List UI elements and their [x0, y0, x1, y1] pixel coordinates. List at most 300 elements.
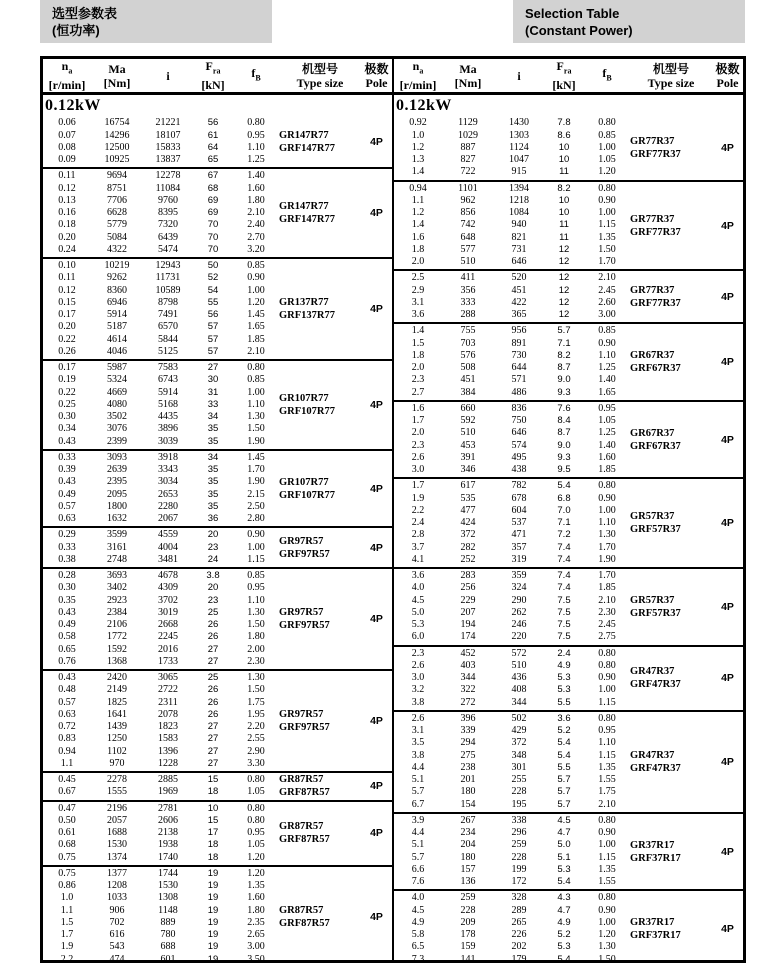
table-row: [394, 374, 630, 386]
cell-ma: 174: [460, 631, 476, 643]
cell-fb: 1.95: [247, 708, 265, 720]
cell-na: 2.6: [411, 659, 425, 671]
cell-i: 601: [160, 953, 176, 965]
cell-fb: 3.50: [247, 953, 265, 965]
cell-fb: 0.80: [247, 814, 265, 826]
cell-na: 3.7: [411, 541, 425, 553]
cell-i: 495: [511, 451, 527, 463]
cell-fb: 0.90: [598, 194, 616, 206]
cell-i: 7491: [158, 309, 178, 321]
cell-fb: 2.65: [247, 929, 265, 941]
cell-i: 574: [511, 439, 527, 451]
cell-fb: 0.80: [598, 659, 616, 671]
cell-ma: 288: [460, 309, 476, 321]
type-size-label: GR47R37 GRF47R37: [630, 749, 681, 774]
col-header-i: i: [517, 68, 521, 83]
cell-na: 2.7: [411, 386, 425, 398]
cell-i: 1733: [158, 655, 178, 667]
cell-ma: 209: [460, 916, 476, 928]
row-group: [43, 116, 392, 169]
cell-fb: 3.00: [247, 941, 265, 953]
table-row: [394, 309, 630, 321]
cell-fb: 0.80: [598, 892, 616, 904]
cell-ma: 12500: [104, 141, 130, 153]
table-row: [394, 452, 630, 464]
cell-i: 502: [511, 712, 527, 724]
cell-fra: 36: [207, 513, 219, 525]
cell-fra: 7.0: [557, 504, 571, 516]
cell-fra: 27: [207, 733, 219, 745]
cell-fb: 1.35: [247, 880, 265, 892]
cell-i: 344: [511, 696, 527, 708]
cell-na: 4.5: [411, 904, 425, 916]
cell-fra: 27: [207, 362, 219, 374]
cell-ma: 5987: [107, 362, 127, 374]
cell-i: 782: [511, 480, 527, 492]
cell-fra: 67: [207, 170, 219, 182]
cell-fb: 1.60: [247, 892, 265, 904]
cell-fra: 12: [558, 243, 570, 255]
table-row: [43, 142, 279, 154]
cell-na: 1.7: [411, 415, 425, 427]
cell-i: 644: [511, 362, 527, 374]
cell-i: 915: [511, 166, 527, 178]
type-size-label: GR47R37 GRF47R37: [630, 666, 681, 691]
cell-ma: 403: [460, 659, 476, 671]
cell-ma: 238: [460, 761, 476, 773]
row-group: [43, 569, 392, 671]
cell-ma: 827: [460, 154, 476, 166]
cell-ma: 755: [460, 325, 476, 337]
row-group: [43, 361, 392, 451]
cell-i: 429: [511, 725, 527, 737]
cell-ma: 508: [460, 362, 476, 374]
cell-ma: 477: [460, 504, 476, 516]
table-row: [43, 868, 279, 880]
cell-fb: 2.10: [598, 798, 616, 810]
type-size-label: GR37R17 GRF37R17: [630, 917, 681, 942]
group-rows: [394, 712, 630, 812]
table-row: [394, 325, 630, 337]
cell-fb: 1.05: [247, 839, 265, 851]
table-row: [43, 570, 279, 582]
type-size-label: GR57R37 GRF57R37: [630, 511, 681, 536]
cell-fb: 1.40: [598, 439, 616, 451]
cell-i: 12278: [155, 170, 181, 182]
cell-na: 0.83: [58, 733, 76, 745]
cell-i: 4435: [158, 411, 178, 423]
cell-i: 338: [511, 814, 527, 826]
group-rows: [394, 324, 630, 400]
table-row: [394, 272, 630, 284]
cell-i: 1938: [158, 839, 178, 851]
table-row: [394, 799, 630, 811]
table-row: [394, 244, 630, 256]
cell-i: 422: [511, 296, 527, 308]
cell-na: 3.9: [411, 814, 425, 826]
column-header-row: [43, 59, 392, 95]
cell-ma: 234: [460, 827, 476, 839]
cell-na: 0.16: [58, 207, 76, 219]
cell-i: 471: [511, 529, 527, 541]
cell-fra: 50: [207, 260, 219, 272]
cell-fra: 26: [207, 631, 219, 643]
cell-i: 289: [511, 904, 527, 916]
cell-fra: 19: [207, 953, 219, 965]
cell-fra: 4.9: [557, 916, 571, 928]
group-rows: [43, 361, 279, 449]
selection-table: [40, 56, 746, 963]
table-row: [43, 852, 279, 864]
cell-fb: 2.55: [247, 733, 265, 745]
cell-na: 2.4: [411, 517, 425, 529]
cell-fb: 1.80: [247, 904, 265, 916]
cell-i: 2280: [158, 500, 178, 512]
cell-na: 0.38: [58, 553, 76, 565]
cell-i: 571: [511, 374, 527, 386]
table-row: [43, 362, 279, 374]
group-rows: [394, 402, 630, 478]
cell-na: 3.6: [411, 309, 425, 321]
cell-fra: 3.6: [557, 712, 571, 724]
table-row: [43, 411, 279, 423]
table-row: [394, 774, 630, 786]
cell-fra: 5.4: [557, 953, 571, 965]
cell-fra: 8.7: [557, 362, 571, 374]
cell-fb: 0.95: [247, 827, 265, 839]
cell-na: 0.22: [58, 333, 76, 345]
type-size-label: GR77R37 GRF77R37: [630, 284, 681, 309]
cell-fra: 5.7: [557, 798, 571, 810]
cell-fb: 1.90: [247, 435, 265, 447]
cell-i: 2138: [158, 827, 178, 839]
cell-fra: 8.2: [557, 349, 571, 361]
cell-na: 0.94: [58, 745, 76, 757]
cell-na: 0.65: [58, 643, 76, 655]
cell-fb: 2.60: [598, 296, 616, 308]
type-size-label: GR97R57 GRF97R57: [279, 709, 330, 734]
cell-fb: 1.00: [598, 504, 616, 516]
cell-ma: 3161: [107, 541, 127, 553]
cell-i: 1148: [158, 904, 178, 916]
cell-fra: 8.4: [557, 415, 571, 427]
cell-na: 0.33: [58, 451, 76, 463]
table-row: [43, 631, 279, 643]
cell-fb: 1.75: [598, 786, 616, 798]
cell-fra: 19: [207, 867, 219, 879]
cell-fb: 1.10: [247, 141, 265, 153]
table-row: [43, 195, 279, 207]
cell-fb: 1.00: [598, 916, 616, 928]
cell-i: 259: [511, 839, 527, 851]
cell-i: 8798: [158, 296, 178, 308]
cell-fra: 7.6: [557, 402, 571, 414]
cell-na: 0.43: [58, 476, 76, 488]
group-rows: [43, 259, 279, 359]
title-cn-line2: (恒功率): [52, 23, 100, 38]
table-row: [43, 260, 279, 272]
table-row: [394, 725, 630, 737]
table-row: [43, 684, 279, 696]
cell-ma: 256: [460, 582, 476, 594]
cell-ma: 159: [460, 941, 476, 953]
title-en-line1: Selection Table: [525, 6, 620, 21]
cell-ma: 1377: [107, 867, 127, 879]
cell-fra: 5.4: [557, 749, 571, 761]
table-row: [394, 839, 630, 851]
table-row: [43, 892, 279, 904]
cell-fra: 7.5: [557, 594, 571, 606]
table-body-right: [394, 95, 743, 967]
type-size-label: GR77R37 GRF77R37: [630, 213, 681, 238]
cell-na: 0.50: [58, 814, 76, 826]
cell-fra: 7.4: [557, 582, 571, 594]
cell-na: 3.0: [411, 672, 425, 684]
table-row: [43, 452, 279, 464]
cell-ma: 333: [460, 296, 476, 308]
cell-fra: 26: [207, 696, 219, 708]
table-row: [43, 436, 279, 448]
cell-ma: 294: [460, 737, 476, 749]
cell-fb: 1.30: [598, 529, 616, 541]
cell-na: 2.2: [60, 953, 74, 965]
cell-fra: 5.3: [557, 672, 571, 684]
cell-fra: 5.3: [557, 684, 571, 696]
table-row: [43, 232, 279, 244]
cell-na: 0.43: [58, 606, 76, 618]
cell-ma: 510: [460, 427, 476, 439]
cell-fb: 0.80: [598, 814, 616, 826]
group-rows: [43, 569, 279, 669]
cell-na: 0.12: [58, 284, 76, 296]
table-row: [394, 493, 630, 505]
pole-label: 4P: [721, 290, 734, 303]
cell-fra: 35: [207, 476, 219, 488]
cell-na: 1.3: [411, 154, 425, 166]
cell-fb: 3.20: [247, 243, 265, 255]
cell-i: 199: [511, 863, 527, 875]
table-row: [394, 905, 630, 917]
row-group: [43, 169, 392, 259]
cell-fb: 0.80: [598, 117, 616, 129]
table-row: [394, 427, 630, 439]
cell-fb: 1.90: [598, 553, 616, 565]
cell-fb: 1.85: [598, 582, 616, 594]
cell-i: 6439: [158, 231, 178, 243]
cell-na: 4.4: [411, 827, 425, 839]
group-rows: [43, 451, 279, 527]
pole-label: 4P: [370, 715, 383, 728]
cell-fra: 56: [207, 309, 219, 321]
cell-fra: 18: [207, 786, 219, 798]
cell-ma: 3599: [107, 529, 127, 541]
cell-ma: 452: [460, 647, 476, 659]
cell-ma: 1439: [107, 721, 127, 733]
cell-na: 0.49: [58, 619, 76, 631]
cell-i: 2245: [158, 631, 178, 643]
table-row: [394, 166, 630, 178]
cell-na: 7.3: [411, 953, 425, 965]
group-rows: [43, 169, 279, 257]
cell-i: 731: [511, 243, 527, 255]
table-row: [394, 929, 630, 941]
cell-ma: 510: [460, 256, 476, 268]
table-row: [394, 195, 630, 207]
cell-na: 0.17: [58, 309, 76, 321]
cell-i: 2311: [158, 696, 178, 708]
cell-ma: 660: [460, 402, 476, 414]
cell-fra: 30: [207, 374, 219, 386]
cell-i: 5844: [158, 333, 178, 345]
cell-na: 0.30: [58, 582, 76, 594]
cell-ma: 4322: [107, 243, 127, 255]
cell-fra: 57: [207, 345, 219, 357]
cell-fra: 27: [207, 745, 219, 757]
cell-fra: 9.3: [557, 451, 571, 463]
cell-fb: 1.70: [598, 256, 616, 268]
cell-fra: 5.2: [557, 929, 571, 941]
table-row: [43, 774, 279, 786]
cell-na: 0.08: [58, 141, 76, 153]
table-row: [43, 334, 279, 346]
type-size-label: GR147R77 GRF147R77: [279, 201, 335, 226]
cell-na: 0.48: [58, 684, 76, 696]
cell-i: 4678: [158, 570, 178, 582]
table-row: [394, 117, 630, 129]
cell-i: 1396: [158, 745, 178, 757]
col-header-ma: Ma [Nm]: [454, 61, 482, 90]
cell-na: 0.24: [58, 243, 76, 255]
cell-fra: 12: [558, 296, 570, 308]
cell-fb: 0.90: [598, 827, 616, 839]
cell-fb: 1.30: [598, 941, 616, 953]
cell-fra: 5.4: [557, 480, 571, 492]
cell-na: 1.0: [411, 129, 425, 141]
table-row: [394, 595, 630, 607]
cell-fra: 12: [558, 284, 570, 296]
cell-fb: 1.30: [247, 672, 265, 684]
cell-na: 1.1: [60, 904, 74, 916]
table-half-right: [392, 59, 743, 965]
type-size-label: GR67R37 GRF67R37: [630, 350, 681, 375]
table-row: [394, 737, 630, 749]
cell-na: 0.34: [58, 423, 76, 435]
cell-i: 228: [511, 851, 527, 863]
cell-i: 172: [511, 876, 527, 888]
col-header-type-size: 机型号 Type size: [296, 61, 344, 90]
table-row: [394, 529, 630, 541]
pole-label: 4P: [370, 207, 383, 220]
cell-na: 0.92: [409, 117, 427, 129]
cell-fb: 1.25: [247, 154, 265, 166]
cell-na: 0.25: [58, 398, 76, 410]
cell-ma: 252: [460, 553, 476, 565]
cell-fra: 26: [207, 619, 219, 631]
cell-i: 202: [511, 941, 527, 953]
table-row: [43, 117, 279, 129]
cell-ma: 372: [460, 529, 476, 541]
cell-i: 319: [511, 553, 527, 565]
table-row: [43, 929, 279, 941]
cell-i: 2668: [158, 619, 178, 631]
cell-fb: 1.20: [247, 867, 265, 879]
cell-na: 2.6: [411, 451, 425, 463]
cell-na: 2.3: [411, 439, 425, 451]
table-row: [43, 285, 279, 297]
table-row: [394, 815, 630, 827]
group-rows: [43, 671, 279, 771]
pole-label: 4P: [721, 600, 734, 613]
col-header-pole: 极数 Pole: [715, 61, 740, 90]
cell-i: 8395: [158, 207, 178, 219]
cell-fra: 10: [558, 141, 570, 153]
cell-ma: 887: [460, 141, 476, 153]
cell-i: 1823: [158, 721, 178, 733]
cell-fb: 2.45: [598, 284, 616, 296]
cell-na: 2.2: [411, 504, 425, 516]
cell-ma: 453: [460, 439, 476, 451]
cell-na: 6.7: [411, 798, 425, 810]
cell-fb: 1.90: [247, 476, 265, 488]
cell-na: 4.1: [411, 553, 425, 565]
cell-ma: 283: [460, 570, 476, 582]
cell-na: 1.5: [411, 337, 425, 349]
cell-i: 2722: [158, 684, 178, 696]
cell-na: 0.63: [58, 513, 76, 525]
table-row: [394, 440, 630, 452]
group-rows: [394, 569, 630, 645]
cell-fra: 7.4: [557, 553, 571, 565]
table-row: [43, 827, 279, 839]
cell-na: 2.0: [411, 362, 425, 374]
cell-na: 0.19: [58, 374, 76, 386]
cell-fra: 7.2: [557, 529, 571, 541]
cell-i: 1228: [158, 757, 178, 769]
cell-ma: 451: [460, 374, 476, 386]
cell-fra: 5.7: [557, 774, 571, 786]
cell-i: 646: [511, 427, 527, 439]
cell-na: 0.13: [58, 194, 76, 206]
cell-fb: 2.10: [247, 207, 265, 219]
type-size-label: GR147R77 GRF147R77: [279, 129, 335, 154]
cell-fra: 31: [207, 386, 219, 398]
cell-na: 0.75: [58, 867, 76, 879]
cell-ma: 535: [460, 492, 476, 504]
cell-i: 836: [511, 402, 527, 414]
cell-fra: 12: [558, 256, 570, 268]
pole-label: 4P: [721, 755, 734, 768]
table-row: [394, 232, 630, 244]
cell-na: 5.7: [411, 851, 425, 863]
table-row: [43, 513, 279, 525]
cell-na: 2.3: [411, 647, 425, 659]
row-group: [394, 891, 743, 967]
cell-fra: 61: [207, 129, 219, 141]
cell-fra: 70: [207, 219, 219, 231]
cell-fra: 2.4: [557, 647, 571, 659]
pole-label: 4P: [721, 517, 734, 530]
row-group: [43, 802, 392, 867]
cell-fb: 1.85: [598, 464, 616, 476]
cell-fra: 64: [207, 141, 219, 153]
cell-ma: 3402: [107, 582, 127, 594]
cell-i: 2078: [158, 708, 178, 720]
table-row: [394, 154, 630, 166]
cell-fra: 4.5: [557, 814, 571, 826]
table-row: [43, 758, 279, 770]
pole-label: 4P: [370, 780, 383, 793]
cell-i: 328: [511, 892, 527, 904]
